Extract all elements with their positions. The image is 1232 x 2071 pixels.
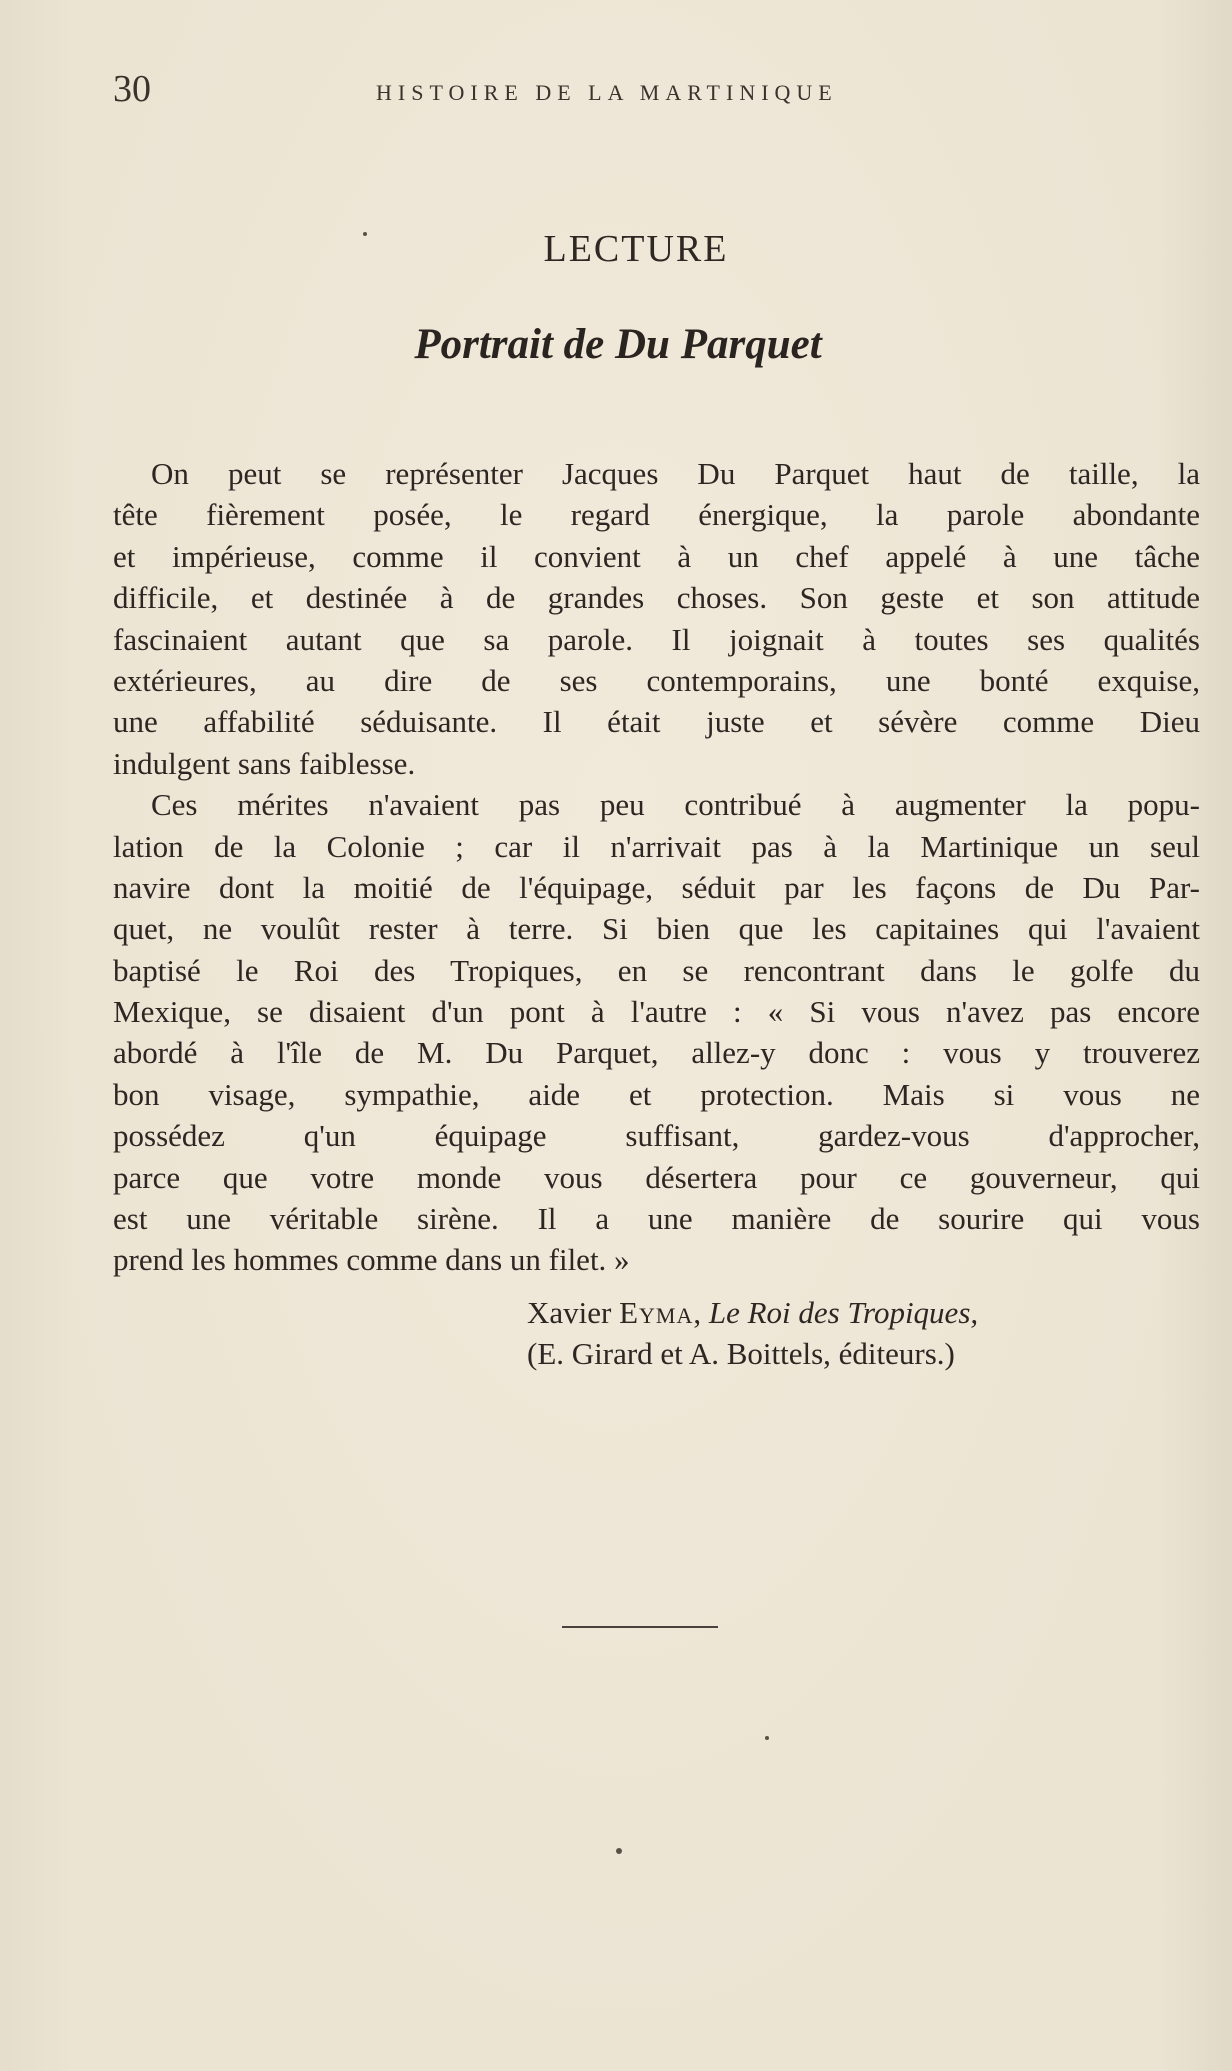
text-line: On peut se représenter Jacques Du Parquet haut de taille, la (151, 456, 1200, 491)
text-line: lation de la Colonie ; car il n'arrivait pas à la Martinique un seul (113, 828, 1200, 864)
attribution (527, 1292, 1147, 1375)
text-line: navire dont la moitié de l'équipage, séduit par les façons de Du Par- (113, 869, 1200, 905)
text-line: prend les hommes comme dans un filet. » (113, 1242, 630, 1278)
text-line: extérieures, au dire de ses contemporains, une bonté exquise, (113, 662, 1200, 698)
text-line: abordé à l'île de M. Du Parquet, allez-y donc : vous y trouverez (113, 1035, 1200, 1071)
text-line: Mexique, se disaient d'un pont à l'autre : « Si vous n'avez pas encore (113, 994, 1200, 1030)
page-number: 30 (113, 68, 151, 110)
text-line: difficile, et destinée à de grandes choses. Son geste et son attitude (113, 580, 1200, 616)
author-first-name: Xavier (527, 1295, 612, 1330)
running-head: HISTOIRE DE LA MARTINIQUE (376, 80, 838, 105)
text-line: bon visage, sympathie, aide et protection. Mais si vous ne (113, 1076, 1200, 1112)
text-line: une affabilité séduisante. Il était juste et sévère comme Dieu (113, 704, 1200, 740)
text-line: baptisé le Roi des Tropiques, en se rencontrant dans le golfe du (113, 952, 1200, 988)
ink-speck (765, 1736, 769, 1740)
ink-speck (363, 232, 367, 236)
text-line: possédez q'un équipage suffisant, gardez-vous d'approcher, (113, 1118, 1200, 1154)
section-subtitle: Portrait de Du Parquet (414, 321, 822, 368)
author-last-name: Eyma (619, 1295, 694, 1330)
text-line: est une véritable sirène. Il a une manière de sourire qui vous (113, 1201, 1200, 1237)
ink-speck (616, 1848, 622, 1854)
end-rule (562, 1626, 718, 1628)
text-line: fascinaient autant que sa parole. Il joignait à toutes ses qualités (113, 621, 1200, 657)
attribution-separator: , (693, 1295, 702, 1330)
body-text (113, 453, 1200, 1281)
publisher-line: (E. Girard et A. Boittels, éditeurs.) (527, 1336, 955, 1372)
section-title: LECTURE (543, 228, 729, 270)
text-line: tête fièrement posée, le regard énergique, la parole abondante (113, 497, 1200, 533)
text-line: et impérieuse, comme il convient à un chef appelé à une tâche (113, 538, 1200, 574)
attribution-author-line (527, 1292, 1147, 1333)
book-title: Le Roi des Tropiques, (708, 1295, 979, 1330)
text-line: parce que votre monde vous désertera pour ce gouverneur, qui (113, 1159, 1200, 1195)
text-line: indulgent sans faiblesse. (113, 745, 416, 781)
text-line: Ces mérites n'avaient pas peu contribué à augmenter la popu- (151, 787, 1200, 823)
text-line: quet, ne voulût rester à terre. Si bien que les capitaines qui l'avaient (113, 911, 1200, 947)
